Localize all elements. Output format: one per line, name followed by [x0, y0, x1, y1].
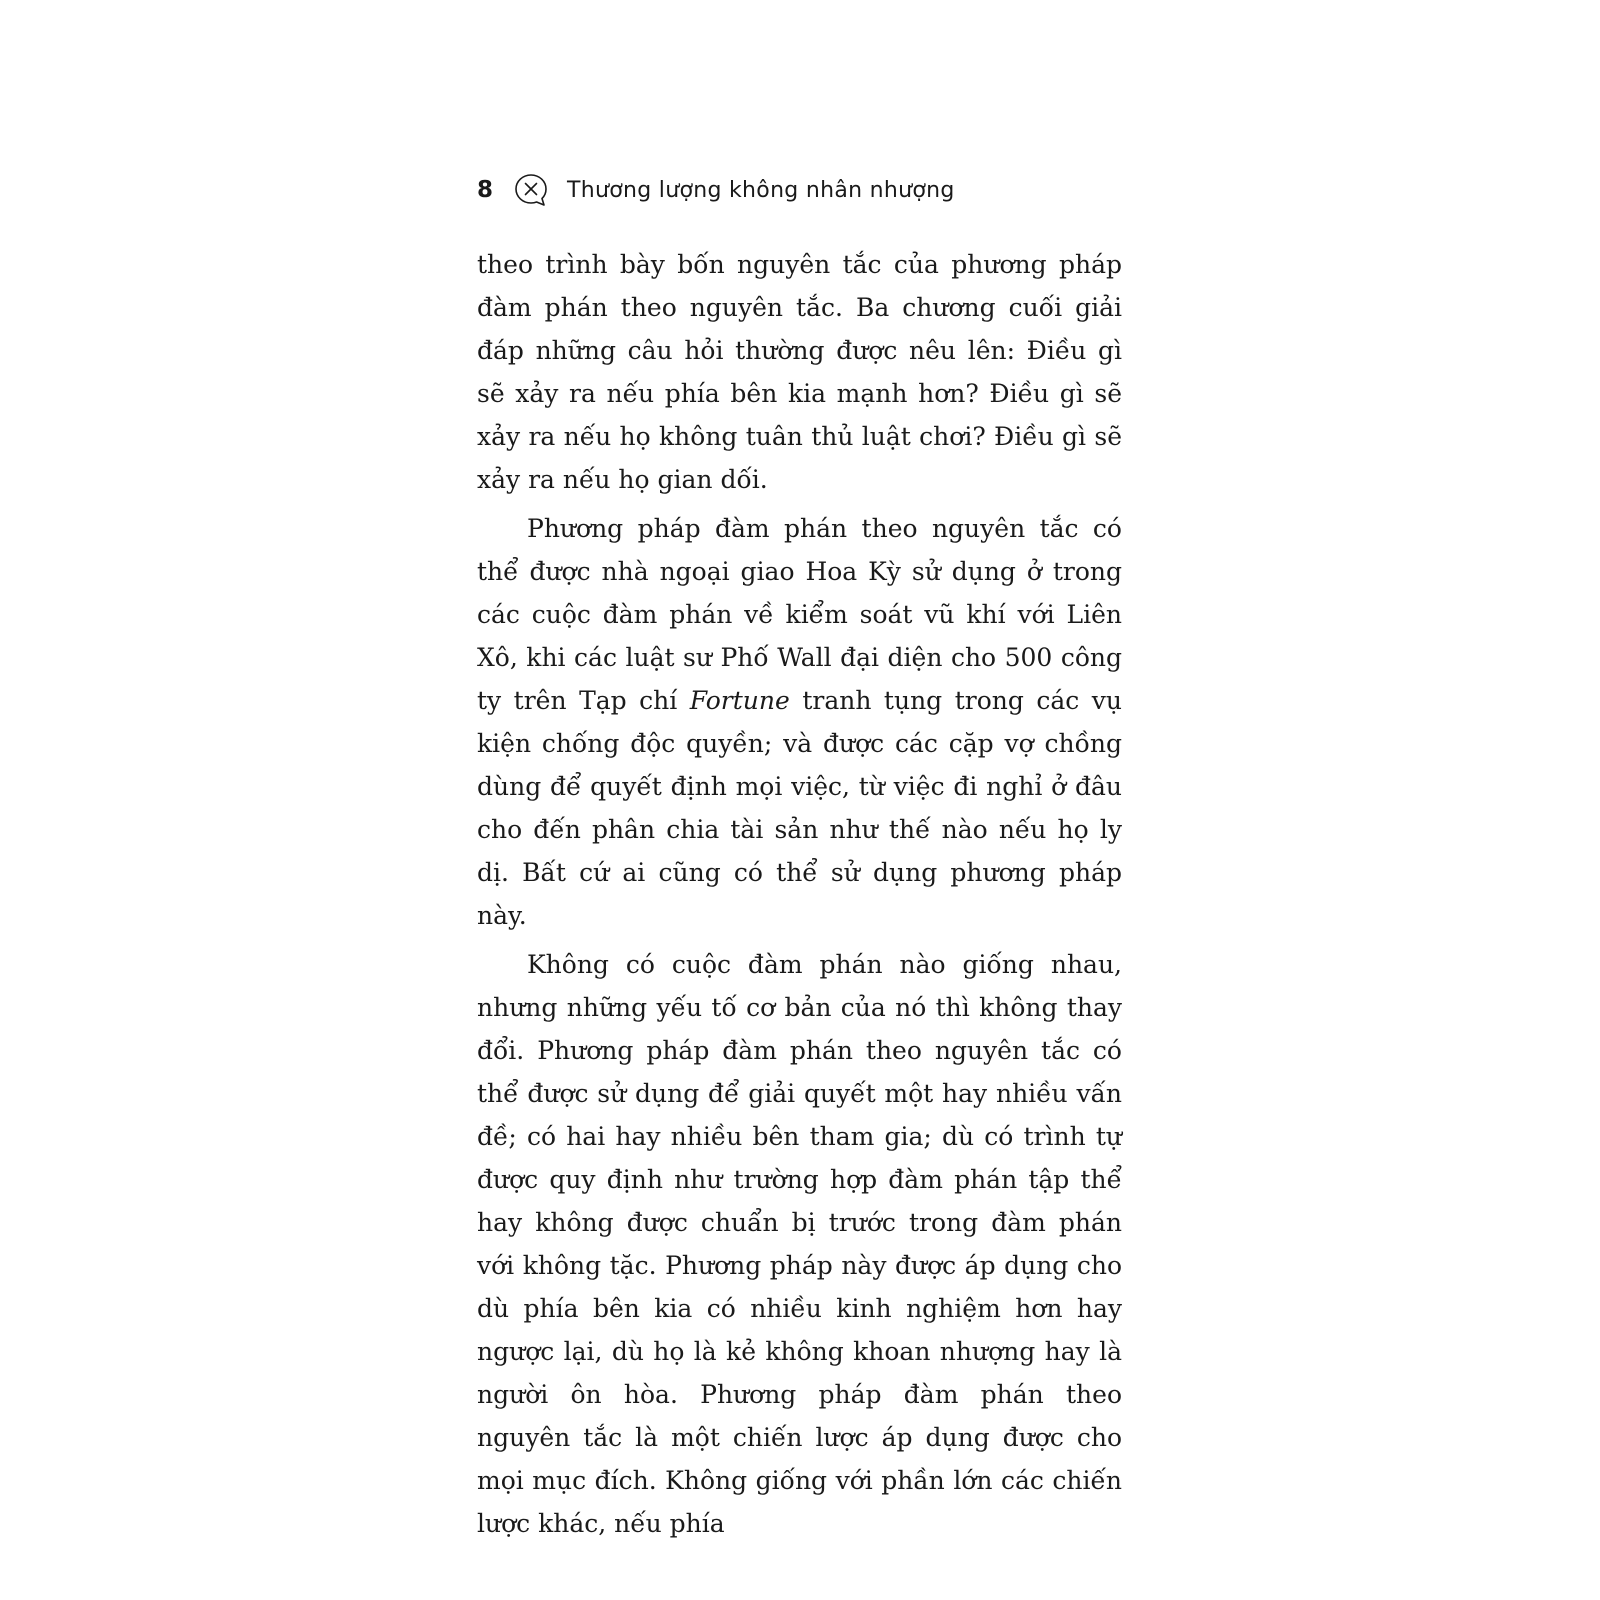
paragraph-2-text-end: tranh tụng trong các vụ kiện chống độc quyền; và được các cặp vợ chồng dùng để quyết định mọi việc, từ việc đi nghỉ ở đâu cho đến phân chia tài sản như thế nào nếu họ ly dị. Bất cứ ai cũng có thể sử dụng phương pháp này. [477, 686, 1122, 930]
magazine-name-italic: Fortune [689, 686, 790, 715]
paragraph-2-text-start: Phương pháp đàm phán theo nguyên tắc có thể được nhà ngoại giao Hoa Kỳ sử dụng ở trong các cuộc đàm phán về kiểm soát vũ khí với Liên Xô, khi các luật sư Phố Wall đại diện cho 500 công ty trên Tạp chí [477, 514, 1122, 715]
running-header [477, 170, 955, 210]
paragraph-2 [477, 507, 1122, 937]
page-number: 8 [477, 177, 494, 203]
paragraph-3: Không có cuộc đàm phán nào giống nhau, nhưng những yếu tố cơ bản của nó thì không thay đổi. Phương pháp đàm phán theo nguyên tắc có thể được sử dụng để giải quyết một hay nhiều vấn đề; có hai hay nhiều bên tham gia; dù có trình tự được quy định như trường hợp đàm phán tập thể hay không được chuẩn bị trước trong đàm phán với không tặc. Phương pháp này được áp dụng cho dù phía bên kia có nhiều kinh nghiệm hơn hay ngược lại, dù họ là kẻ không khoan nhượng hay là người ôn hòa. Phương pháp đàm phán theo nguyên tắc là một chiến lược áp dụng được cho mọi mục đích. Không giống với phần lớn các chiến lược khác, nếu phía [477, 950, 1122, 1538]
body-text [477, 243, 1122, 1551]
book-title: Thương lượng không nhân nhượng [567, 177, 955, 203]
chat-bubble-x-icon [513, 172, 549, 208]
paragraph-1: theo trình bày bốn nguyên tắc của phương pháp đàm phán theo nguyên tắc. Ba chương cuối giải đáp những câu hỏi thường được nêu lên: Điều gì sẽ xảy ra nếu phía bên kia mạnh hơn? Điều gì sẽ xảy ra nếu họ không tuân thủ luật chơi? Điều gì sẽ xảy ra nếu họ gian dối. [477, 250, 1122, 494]
